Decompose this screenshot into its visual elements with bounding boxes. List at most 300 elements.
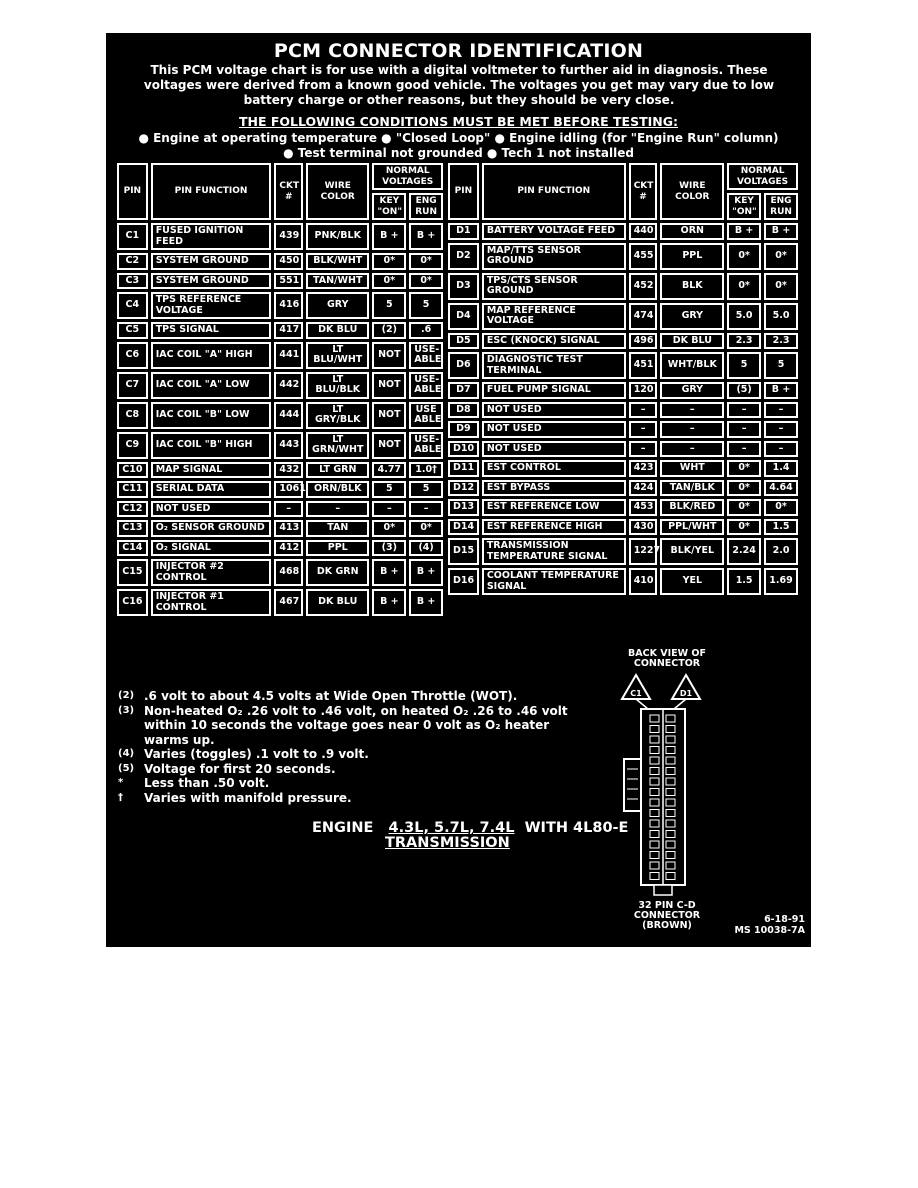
- eng-run-cell: 0*: [409, 253, 443, 270]
- key-on-cell: –: [372, 501, 406, 518]
- connector-pin: [666, 862, 675, 869]
- connector-pin: [666, 841, 675, 848]
- chart-title: PCM CONNECTOR IDENTIFICATION: [273, 40, 644, 62]
- eng-run-cell: 1.5: [764, 519, 798, 536]
- footnote-mark: (2): [118, 690, 135, 701]
- pin-function-cell: EST REFERENCE HIGH: [482, 519, 626, 536]
- table-row: [448, 568, 798, 595]
- pin-function-cell: O₂ SENSOR GROUND: [151, 520, 272, 537]
- pin-function-cell: NOT USED: [482, 402, 626, 419]
- eng-run-cell: 0*: [764, 499, 798, 516]
- pin-cell: D11: [448, 460, 479, 477]
- key-on-cell: 0*: [727, 273, 761, 300]
- ckt-cell: 424: [629, 480, 658, 497]
- ckt-cell: –: [629, 402, 658, 419]
- eng-run-cell: 0*: [764, 243, 798, 270]
- connector-pin: [650, 778, 659, 785]
- key-on-cell: 0*: [727, 460, 761, 477]
- key-on-cell: 0*: [727, 519, 761, 536]
- ckt-cell: 450: [274, 253, 303, 270]
- pin-cell: D9: [448, 421, 479, 438]
- conditions-line-2: ● Test terminal not grounded ● Tech 1 not installed: [283, 146, 634, 160]
- connector-pin: [666, 736, 675, 743]
- table-row: [117, 589, 443, 616]
- pin-function-cell: MAP SIGNAL: [151, 462, 272, 479]
- connector-pin: [650, 852, 659, 859]
- key-on-cell: 5: [372, 292, 406, 319]
- connector-pin: [666, 820, 675, 827]
- eng-run-cell: B +: [409, 589, 443, 616]
- key-on-cell: NOT: [372, 402, 406, 429]
- connector-pin: [650, 747, 659, 754]
- pin-function-cell: ESC (KNOCK) SIGNAL: [482, 333, 626, 350]
- header-ckt: CKT #: [274, 163, 303, 220]
- table-row: [448, 223, 798, 240]
- wire-color-cell: LT BLU/WHT: [306, 342, 369, 369]
- eng-run-cell: 0*: [409, 273, 443, 290]
- table-row: [117, 223, 443, 250]
- wire-color-cell: GRY: [660, 303, 724, 330]
- connector-pin: [666, 747, 675, 754]
- key-on-cell: 2.24: [727, 538, 761, 565]
- header-pin: PIN: [448, 163, 479, 220]
- eng-run-cell: 5: [409, 292, 443, 319]
- key-on-cell: NOT: [372, 342, 406, 369]
- table-row: [448, 352, 798, 379]
- pin-cell: D10: [448, 441, 479, 458]
- header-wire-color: WIRE COLOR: [660, 163, 724, 220]
- wire-color-cell: ORN: [660, 223, 724, 240]
- connector-pin: [666, 768, 675, 775]
- footnote: [118, 776, 588, 791]
- key-on-cell: 0*: [727, 499, 761, 516]
- table-row: [117, 402, 443, 429]
- chart-intro: This PCM voltage chart is for use with a digital voltmeter to further aid in diagnosis. These voltages were derived from a known good vehicle. The voltages you get may vary due to low battery charge or other reasons, but they should be very close.: [143, 63, 775, 107]
- key-on-cell: B +: [372, 559, 406, 586]
- wire-color-cell: –: [306, 501, 369, 518]
- pin-table-left-body: [117, 223, 443, 616]
- ckt-cell: 413: [274, 520, 303, 537]
- wire-color-cell: BLK/RED: [660, 499, 724, 516]
- table-row: [448, 402, 798, 419]
- connector-diagram: [606, 673, 726, 913]
- key-on-cell: –: [727, 402, 761, 419]
- eng-run-cell: 2.0: [764, 538, 798, 565]
- ckt-cell: 416: [274, 292, 303, 319]
- wire-color-cell: TAN: [306, 520, 369, 537]
- wire-color-cell: DK BLU: [306, 322, 369, 339]
- table-row: [117, 253, 443, 270]
- ckt-cell: 452: [629, 273, 658, 300]
- eng-run-cell: USE ABLE: [409, 402, 443, 429]
- header-normal-voltages: NORMAL VOLTAGES: [372, 163, 443, 190]
- key-on-cell: (5): [727, 382, 761, 399]
- wire-color-cell: DK GRN: [306, 559, 369, 586]
- table-row: [448, 273, 798, 300]
- connector-pin: [650, 757, 659, 764]
- ckt-cell: 441: [274, 342, 303, 369]
- key-on-cell: 5: [372, 481, 406, 498]
- ckt-cell: 451: [629, 352, 658, 379]
- table-row: [448, 460, 798, 477]
- footnote-text: Voltage for first 20 seconds.: [144, 761, 336, 776]
- footnote: [118, 704, 588, 748]
- header-ckt: CKT #: [629, 163, 658, 220]
- footnote-text: .6 volt to about 4.5 volts at Wide Open Throttle (WOT).: [144, 689, 518, 703]
- connector-pin: [650, 841, 659, 848]
- pin-function-cell: NOT USED: [482, 421, 626, 438]
- pcm-chart-panel: [106, 33, 811, 947]
- connector-pin: [650, 726, 659, 733]
- pin-cell: C1: [117, 223, 148, 250]
- document-date-ref: [733, 914, 805, 936]
- pin-function-cell: INJECTOR #2 CONTROL: [151, 559, 272, 586]
- table-row: [117, 501, 443, 518]
- eng-run-cell: .6: [409, 322, 443, 339]
- ckt-cell: 417: [274, 322, 303, 339]
- document-ref: MS 10038-7A: [734, 925, 805, 936]
- pin-function-cell: EST REFERENCE LOW: [482, 499, 626, 516]
- pin-cell: C5: [117, 322, 148, 339]
- eng-run-cell: 1.4: [764, 460, 798, 477]
- conditions-line-1: ● Engine at operating temperature ● "Closed Loop" ● Engine idling (for "Engine Run" column): [138, 131, 779, 145]
- pin-cell: C6: [117, 342, 148, 369]
- pin-cell: C9: [117, 432, 148, 459]
- key-on-cell: 0*: [727, 480, 761, 497]
- pin-function-cell: DIAGNOSTIC TEST TERMINAL: [482, 352, 626, 379]
- table-row: [448, 538, 798, 565]
- connector-pin: [650, 799, 659, 806]
- wire-color-cell: LT GRN: [306, 462, 369, 479]
- table-row: [117, 292, 443, 319]
- engine-prefix: ENGINE: [312, 820, 374, 836]
- wire-color-cell: YEL: [660, 568, 724, 595]
- table-row: [448, 333, 798, 350]
- pin-cell: C4: [117, 292, 148, 319]
- eng-run-cell: 0*: [764, 273, 798, 300]
- table-row: [117, 462, 443, 479]
- key-on-cell: NOT: [372, 432, 406, 459]
- key-on-cell: 2.3: [727, 333, 761, 350]
- connector-pin: [666, 852, 675, 859]
- key-on-cell: B +: [372, 589, 406, 616]
- connector-pin: [650, 736, 659, 743]
- c1-marker-label: C1: [630, 689, 642, 698]
- connector-label: 32 PIN C-D CONNECTOR (BROWN): [633, 900, 701, 931]
- table-row: [117, 481, 443, 498]
- pin-function-cell: IAC COIL "B" LOW: [151, 402, 272, 429]
- pin-function-cell: MAP REFERENCE VOLTAGE: [482, 303, 626, 330]
- header-normal-voltages: NORMAL VOLTAGES: [727, 163, 798, 190]
- pin-function-cell: IAC COIL "A" HIGH: [151, 342, 272, 369]
- table-row: [117, 540, 443, 557]
- table-row: [448, 243, 798, 270]
- eng-run-cell: USE-ABLE: [409, 342, 443, 369]
- wire-color-cell: ORN/BLK: [306, 481, 369, 498]
- pin-function-cell: TPS REFERENCE VOLTAGE: [151, 292, 272, 319]
- wire-color-cell: WHT/BLK: [660, 352, 724, 379]
- eng-run-cell: –: [764, 421, 798, 438]
- table-row: [448, 519, 798, 536]
- key-on-cell: B +: [372, 223, 406, 250]
- connector-pin: [666, 757, 675, 764]
- wire-color-cell: PPL/WHT: [660, 519, 724, 536]
- pin-function-cell: FUSED IGNITION FEED: [151, 223, 272, 250]
- table-row: [117, 559, 443, 586]
- key-on-cell: 1.5: [727, 568, 761, 595]
- pin-cell: D16: [448, 568, 479, 595]
- ckt-cell: –: [629, 441, 658, 458]
- wire-color-cell: PPL: [660, 243, 724, 270]
- table-row: [117, 273, 443, 290]
- eng-run-cell: 1.69: [764, 568, 798, 595]
- eng-run-cell: 5: [764, 352, 798, 379]
- pin-function-cell: BATTERY VOLTAGE FEED: [482, 223, 626, 240]
- connector-pin: [650, 831, 659, 838]
- back-view-label: BACK VIEW OF CONNECTOR: [628, 648, 706, 669]
- pin-cell: D8: [448, 402, 479, 419]
- ckt-cell: 1227: [629, 538, 658, 565]
- wire-color-cell: GRY: [306, 292, 369, 319]
- ckt-cell: 432: [274, 462, 303, 479]
- connector-pin: [650, 789, 659, 796]
- engine-with: WITH 4L80-E: [524, 820, 629, 836]
- wire-color-cell: WHT: [660, 460, 724, 477]
- document-date: 6-18-91: [764, 914, 805, 925]
- eng-run-cell: B +: [764, 382, 798, 399]
- pin-function-cell: INJECTOR #1 CONTROL: [151, 589, 272, 616]
- engine-list: 4.3L, 5.7L, 7.4L: [388, 820, 515, 836]
- connector-latch: [624, 759, 641, 811]
- key-on-cell: NOT: [372, 372, 406, 399]
- footnote-text: Non-heated O₂ .26 volt to .46 volt, on heated O₂ .26 to .46 volt within 10 seconds the voltage goes near 0 volt as O₂ heater warms up.: [144, 703, 568, 747]
- engine-transmission: TRANSMISSION: [385, 835, 510, 851]
- ckt-cell: 496: [629, 333, 658, 350]
- footnote-mark: (5): [118, 762, 135, 774]
- conditions-heading: THE FOLLOWING CONDITIONS MUST BE MET BEFORE TESTING:: [238, 114, 679, 129]
- connector-pin: [666, 789, 675, 796]
- footnote: [118, 747, 588, 762]
- wire-color-cell: –: [660, 402, 724, 419]
- footnotes: [118, 689, 588, 805]
- pin-cell: D7: [448, 382, 479, 399]
- connector-pin: [650, 862, 659, 869]
- ckt-cell: 468: [274, 559, 303, 586]
- d1-marker-label: D1: [679, 689, 693, 698]
- wire-color-cell: LT GRN/WHT: [306, 432, 369, 459]
- key-on-cell: 4.77: [372, 462, 406, 479]
- ckt-cell: 444: [274, 402, 303, 429]
- connector-pin: [650, 810, 659, 817]
- ckt-cell: 412: [274, 540, 303, 557]
- table-row: [117, 322, 443, 339]
- eng-run-cell: 4.64: [764, 480, 798, 497]
- table-row: [448, 499, 798, 516]
- eng-run-cell: –: [764, 402, 798, 419]
- pin-function-cell: MAP/TTS SENSOR GROUND: [482, 243, 626, 270]
- pin-cell: C10: [117, 462, 148, 479]
- key-on-cell: –: [727, 441, 761, 458]
- ckt-cell: –: [274, 501, 303, 518]
- wire-color-cell: TAN/WHT: [306, 273, 369, 290]
- wire-color-cell: –: [660, 441, 724, 458]
- key-on-cell: 5.0: [727, 303, 761, 330]
- pin-function-cell: SYSTEM GROUND: [151, 273, 272, 290]
- connector-pin: [666, 778, 675, 785]
- pin-table-left: [114, 160, 446, 619]
- header-key-on: KEY "ON": [372, 193, 406, 220]
- pin-cell: D13: [448, 499, 479, 516]
- key-on-cell: –: [727, 421, 761, 438]
- eng-run-cell: –: [409, 501, 443, 518]
- footnote-text: Less than .50 volt.: [144, 776, 270, 790]
- eng-run-cell: USE-ABLE: [409, 372, 443, 399]
- connector-pin: [666, 726, 675, 733]
- table-row: [117, 520, 443, 537]
- pin-cell: C8: [117, 402, 148, 429]
- pin-cell: C3: [117, 273, 148, 290]
- pin-cell: D6: [448, 352, 479, 379]
- table-row: [117, 432, 443, 459]
- eng-run-cell: 5.0: [764, 303, 798, 330]
- pin-cell: C13: [117, 520, 148, 537]
- eng-run-cell: B +: [764, 223, 798, 240]
- connector-pin: [666, 715, 675, 722]
- pin-function-cell: NOT USED: [151, 501, 272, 518]
- pin-function-cell: SYSTEM GROUND: [151, 253, 272, 270]
- connector-pin: [650, 715, 659, 722]
- ckt-cell: 551: [274, 273, 303, 290]
- pin-function-cell: SERIAL DATA: [151, 481, 272, 498]
- key-on-cell: 0*: [372, 253, 406, 270]
- eng-run-cell: (4): [409, 540, 443, 557]
- pin-cell: D5: [448, 333, 479, 350]
- wire-color-cell: –: [660, 421, 724, 438]
- pin-function-cell: TPS SIGNAL: [151, 322, 272, 339]
- footnote-mark: †: [118, 791, 123, 803]
- ckt-cell: 442: [274, 372, 303, 399]
- key-on-cell: (3): [372, 540, 406, 557]
- pin-cell: D14: [448, 519, 479, 536]
- table-row: [117, 342, 443, 369]
- eng-run-cell: B +: [409, 559, 443, 586]
- pin-cell: C2: [117, 253, 148, 270]
- eng-run-cell: –: [764, 441, 798, 458]
- connector-pin: [650, 873, 659, 880]
- pin-cell: D2: [448, 243, 479, 270]
- wire-color-cell: BLK/WHT: [306, 253, 369, 270]
- connector-pin: [666, 831, 675, 838]
- engine-application: [312, 821, 628, 851]
- ckt-cell: 1061: [274, 481, 303, 498]
- ckt-cell: 453: [629, 499, 658, 516]
- wire-color-cell: GRY: [660, 382, 724, 399]
- pin-cell: D4: [448, 303, 479, 330]
- wire-color-cell: PPL: [306, 540, 369, 557]
- footnote: [118, 791, 588, 806]
- footnote-mark: (3): [118, 704, 135, 716]
- table-row: [448, 480, 798, 497]
- pin-cell: C12: [117, 501, 148, 518]
- ckt-cell: 467: [274, 589, 303, 616]
- ckt-cell: –: [629, 421, 658, 438]
- wire-color-cell: BLK: [660, 273, 724, 300]
- pin-function-cell: COOLANT TEMPERATURE SIGNAL: [482, 568, 626, 595]
- pin-function-cell: O₂ SIGNAL: [151, 540, 272, 557]
- footnote: [118, 762, 588, 777]
- wire-color-cell: LT BLU/BLK: [306, 372, 369, 399]
- pin-table-right: [445, 160, 801, 598]
- pin-function-cell: TPS/CTS SENSOR GROUND: [482, 273, 626, 300]
- key-on-cell: 0*: [372, 273, 406, 290]
- table-row: [448, 421, 798, 438]
- wire-color-cell: LT GRY/BLK: [306, 402, 369, 429]
- footnote-mark: *: [118, 777, 124, 788]
- header-key-on: KEY "ON": [727, 193, 761, 220]
- pin-cell: C16: [117, 589, 148, 616]
- ckt-cell: 474: [629, 303, 658, 330]
- pin-table-right-body: [448, 223, 798, 595]
- table-row: [117, 372, 443, 399]
- ckt-cell: 443: [274, 432, 303, 459]
- pin-cell: C14: [117, 540, 148, 557]
- key-on-cell: 0*: [727, 243, 761, 270]
- ckt-cell: 455: [629, 243, 658, 270]
- wire-color-cell: PNK/BLK: [306, 223, 369, 250]
- table-row: [448, 441, 798, 458]
- connector-pin: [666, 810, 675, 817]
- table-row: [448, 303, 798, 330]
- pin-function-cell: FUEL PUMP SIGNAL: [482, 382, 626, 399]
- pin-cell: D12: [448, 480, 479, 497]
- ckt-cell: 120: [629, 382, 658, 399]
- eng-run-cell: USE-ABLE: [409, 432, 443, 459]
- pin-function-cell: EST CONTROL: [482, 460, 626, 477]
- eng-run-cell: 5: [409, 481, 443, 498]
- pin-function-cell: TRANSMISSION TEMPERATURE SIGNAL: [482, 538, 626, 565]
- pin-function-cell: NOT USED: [482, 441, 626, 458]
- ckt-cell: 430: [629, 519, 658, 536]
- header-eng-run: ENG RUN: [764, 193, 798, 220]
- pin-cell: D15: [448, 538, 479, 565]
- wire-color-cell: TAN/BLK: [660, 480, 724, 497]
- header-pin-function: PIN FUNCTION: [482, 163, 626, 220]
- key-on-cell: 5: [727, 352, 761, 379]
- footnote-text: Varies (toggles) .1 volt to .9 volt.: [144, 747, 369, 761]
- ckt-cell: 440: [629, 223, 658, 240]
- table-row: [448, 382, 798, 399]
- connector-pin: [666, 873, 675, 880]
- key-on-cell: 0*: [372, 520, 406, 537]
- eng-run-cell: B +: [409, 223, 443, 250]
- connector-pin: [666, 799, 675, 806]
- eng-run-cell: 1.0†: [409, 462, 443, 479]
- pin-function-cell: EST BYPASS: [482, 480, 626, 497]
- eng-run-cell: 2.3: [764, 333, 798, 350]
- wire-color-cell: BLK/YEL: [660, 538, 724, 565]
- header-pin-function: PIN FUNCTION: [151, 163, 272, 220]
- pin-function-cell: IAC COIL "A" LOW: [151, 372, 272, 399]
- wire-color-cell: DK BLU: [306, 589, 369, 616]
- eng-run-cell: 0*: [409, 520, 443, 537]
- ckt-cell: 410: [629, 568, 658, 595]
- header-pin: PIN: [117, 163, 148, 220]
- pin-cell: D1: [448, 223, 479, 240]
- header-wire-color: WIRE COLOR: [306, 163, 369, 220]
- key-on-cell: B +: [727, 223, 761, 240]
- pin-cell: C11: [117, 481, 148, 498]
- pin-cell: C15: [117, 559, 148, 586]
